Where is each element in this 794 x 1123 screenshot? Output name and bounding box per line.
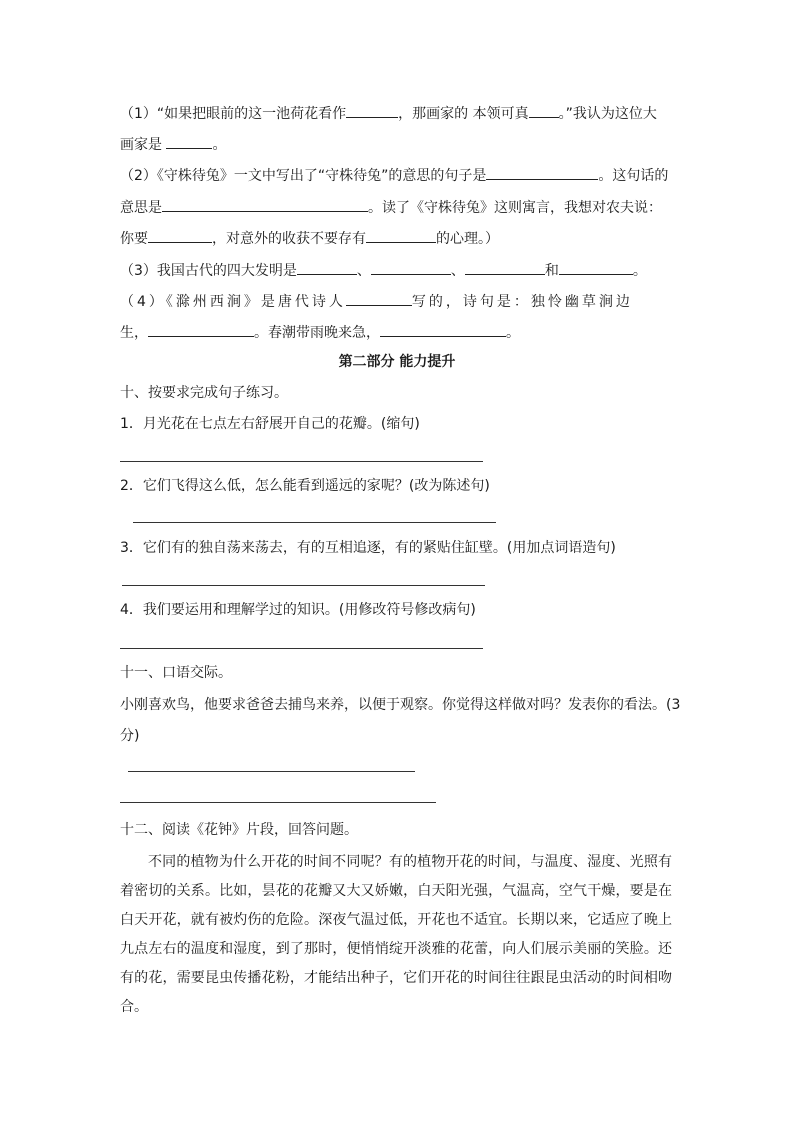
question-text: 意思是 (120, 200, 162, 216)
section-11-question: 小刚喜欢鸟，他要求爸爸去捕鸟来养，以便于观察。你觉得这样做对吗？发表你的看法。(3 (120, 697, 681, 713)
question-text: 和 (544, 263, 559, 279)
question-2-line-2 (120, 197, 662, 218)
question-text: （4）《滁州西涧》是唐代诗人 (120, 294, 346, 310)
question-text: 写的，诗句是：独怜幽草涧边 (411, 294, 633, 310)
answer-blank[interactable] (529, 103, 559, 118)
answer-blank[interactable] (162, 197, 368, 212)
question-3-line-1 (120, 260, 647, 281)
section-11-title: 十一、口语交际。 (120, 665, 232, 681)
question-text: 、 (450, 263, 465, 279)
question-1-line-2 (120, 134, 226, 155)
question-text: 。 (632, 263, 647, 279)
question-text: 。读了《守株待兔》这则寓言，我想对农夫说： (368, 200, 662, 216)
answer-blank[interactable] (346, 103, 398, 118)
answer-blank[interactable] (148, 228, 212, 243)
answer-blank[interactable] (297, 260, 357, 275)
question-4-line-1 (120, 291, 633, 312)
question-text: 。春潮带雨晚来急， (254, 325, 380, 341)
answer-blank[interactable] (559, 260, 633, 275)
answer-blank[interactable] (366, 228, 436, 243)
question-text: 、 (356, 263, 371, 279)
answer-blank[interactable] (380, 322, 506, 337)
answer-line[interactable] (133, 522, 496, 523)
question-text: ，那画家的 本领可真 (398, 106, 529, 122)
question-2-line-1 (120, 165, 668, 186)
question-text: 画家是 (120, 137, 167, 153)
answer-blank[interactable] (148, 322, 254, 337)
question-text: 。这句话的 (598, 168, 669, 184)
question-2-line-3 (120, 228, 499, 249)
answer-line[interactable] (120, 461, 483, 462)
question-text: ，对意外的收获不要存有 (212, 231, 366, 247)
answer-blank[interactable] (465, 260, 545, 275)
answer-blank[interactable] (486, 165, 598, 180)
answer-blank[interactable] (166, 134, 212, 149)
answer-line[interactable] (122, 585, 485, 586)
answer-line[interactable] (120, 802, 436, 803)
question-1-line-1 (120, 103, 657, 124)
exercise-3-prompt: 3．它们有的独自荡来荡去，有的互相追逐，有的紧贴住缸壁。(用加点词语造句) (120, 540, 616, 556)
reading-passage: 不同的植物为什么开花的时间不同呢？有的植物开花的时间，与温度、湿度、光照有着密切的关系。比如，昙花的花瓣又大又娇嫩，白天阳光强，气温高，空气干燥，要是在白天开花，就有被灼伤的危险。深夜气温过低，开花也不适宜。长期以来，它适应了晚上九点左右的温度和湿度，到了那时，便悄悄绽开淡雅的花蕾，向人们展示美丽的笑脸。还有的花，需要昆虫传播花粉，才能结出种子，它们开花的时间往往跟昆虫活动的时间相吻合。 (120, 854, 672, 1015)
question-text: 。 (506, 325, 520, 341)
question-text: 你要 (120, 231, 148, 247)
question-text: （2）《守株待兔》一文中写出了“守株待兔”的意思的句子是 (120, 168, 487, 184)
question-text: （1）“如果把眼前的这一池荷花看作 (120, 106, 347, 122)
exercise-1-prompt: 1．月光花在七点左右舒展开自己的花瓣。(缩句) (120, 416, 420, 432)
question-4-line-2 (120, 322, 520, 343)
answer-line[interactable] (120, 648, 483, 649)
section-12-title: 十二、阅读《花钟》片段，回答问题。 (120, 822, 358, 838)
question-text: 。 (212, 137, 227, 153)
question-text: 的心理。） (436, 231, 499, 247)
answer-blank[interactable] (346, 291, 412, 306)
question-text: （3）我国古代的四大发明是 (120, 263, 297, 279)
question-text: 。”我认为这位大 (558, 106, 657, 122)
answer-line[interactable] (128, 771, 415, 772)
answer-blank[interactable] (371, 260, 451, 275)
exercise-4-prompt: 4．我们要运用和理解学过的知识。(用修改符号修改病句) (120, 602, 476, 618)
section-heading: 第二部分 能力提升 (338, 354, 456, 370)
section-11-question-continued: 分) (120, 728, 140, 744)
exercise-2-prompt: 2．它们飞得这么低，怎么能看到遥远的家呢？(改为陈述句) (120, 478, 490, 494)
question-text: 生， (120, 325, 148, 341)
section-10-title: 十、按要求完成句子练习。 (120, 385, 288, 401)
